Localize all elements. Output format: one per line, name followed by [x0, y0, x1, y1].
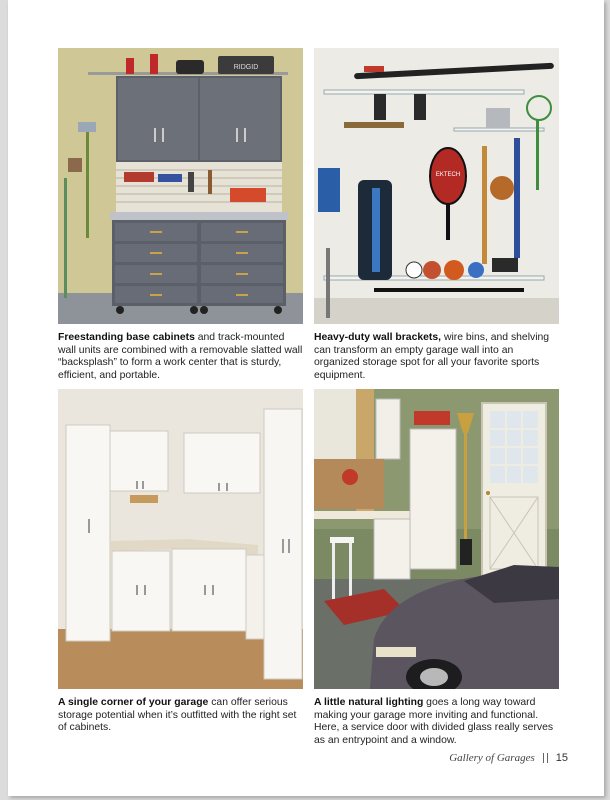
caption-lead: Freestanding base cabinets	[58, 332, 195, 343]
caption-body: and track-mounted wall units are combined with a removable slatted wall “backsplash” to form a work center that is sturdy, efficient, and portable.	[58, 332, 303, 381]
caption-lead: Heavy-duty wall brackets,	[314, 332, 442, 343]
caption-body: wire bins, and shelving can transform an empty garage wall into an organized storage spot for all your favorite sports equipment.	[314, 332, 550, 381]
footer-divider	[543, 753, 548, 763]
caption-natural-lighting	[314, 697, 560, 747]
photo-sports-wall	[314, 48, 559, 324]
photo-corner-cabinets	[58, 389, 303, 689]
caption-wall-brackets	[314, 332, 560, 382]
caption-lead: A single corner of your garage	[58, 697, 209, 708]
photo-garage-door-car	[314, 389, 559, 689]
book-page	[8, 0, 604, 796]
racket-brand-text: EKTECH	[435, 172, 461, 178]
caption-garage-corner	[58, 697, 303, 735]
page-number: 15	[555, 752, 568, 764]
page-footer	[449, 752, 568, 764]
caption-body: can offer serious storage potential when it’s outfitted with the right set of cabinets.	[58, 697, 297, 734]
caption-base-cabinets	[58, 332, 303, 382]
caption-lead: A little natural lighting	[314, 697, 424, 708]
caption-body: goes a long way toward making your garage more inviting and functional. Here, a service door with divided glass really serves as an entrypoint and a window.	[314, 697, 554, 746]
toolbox-brand-text: RIDGID	[233, 64, 259, 71]
photo-base-cabinets	[58, 48, 303, 324]
section-title: Gallery of Garages	[449, 752, 535, 764]
